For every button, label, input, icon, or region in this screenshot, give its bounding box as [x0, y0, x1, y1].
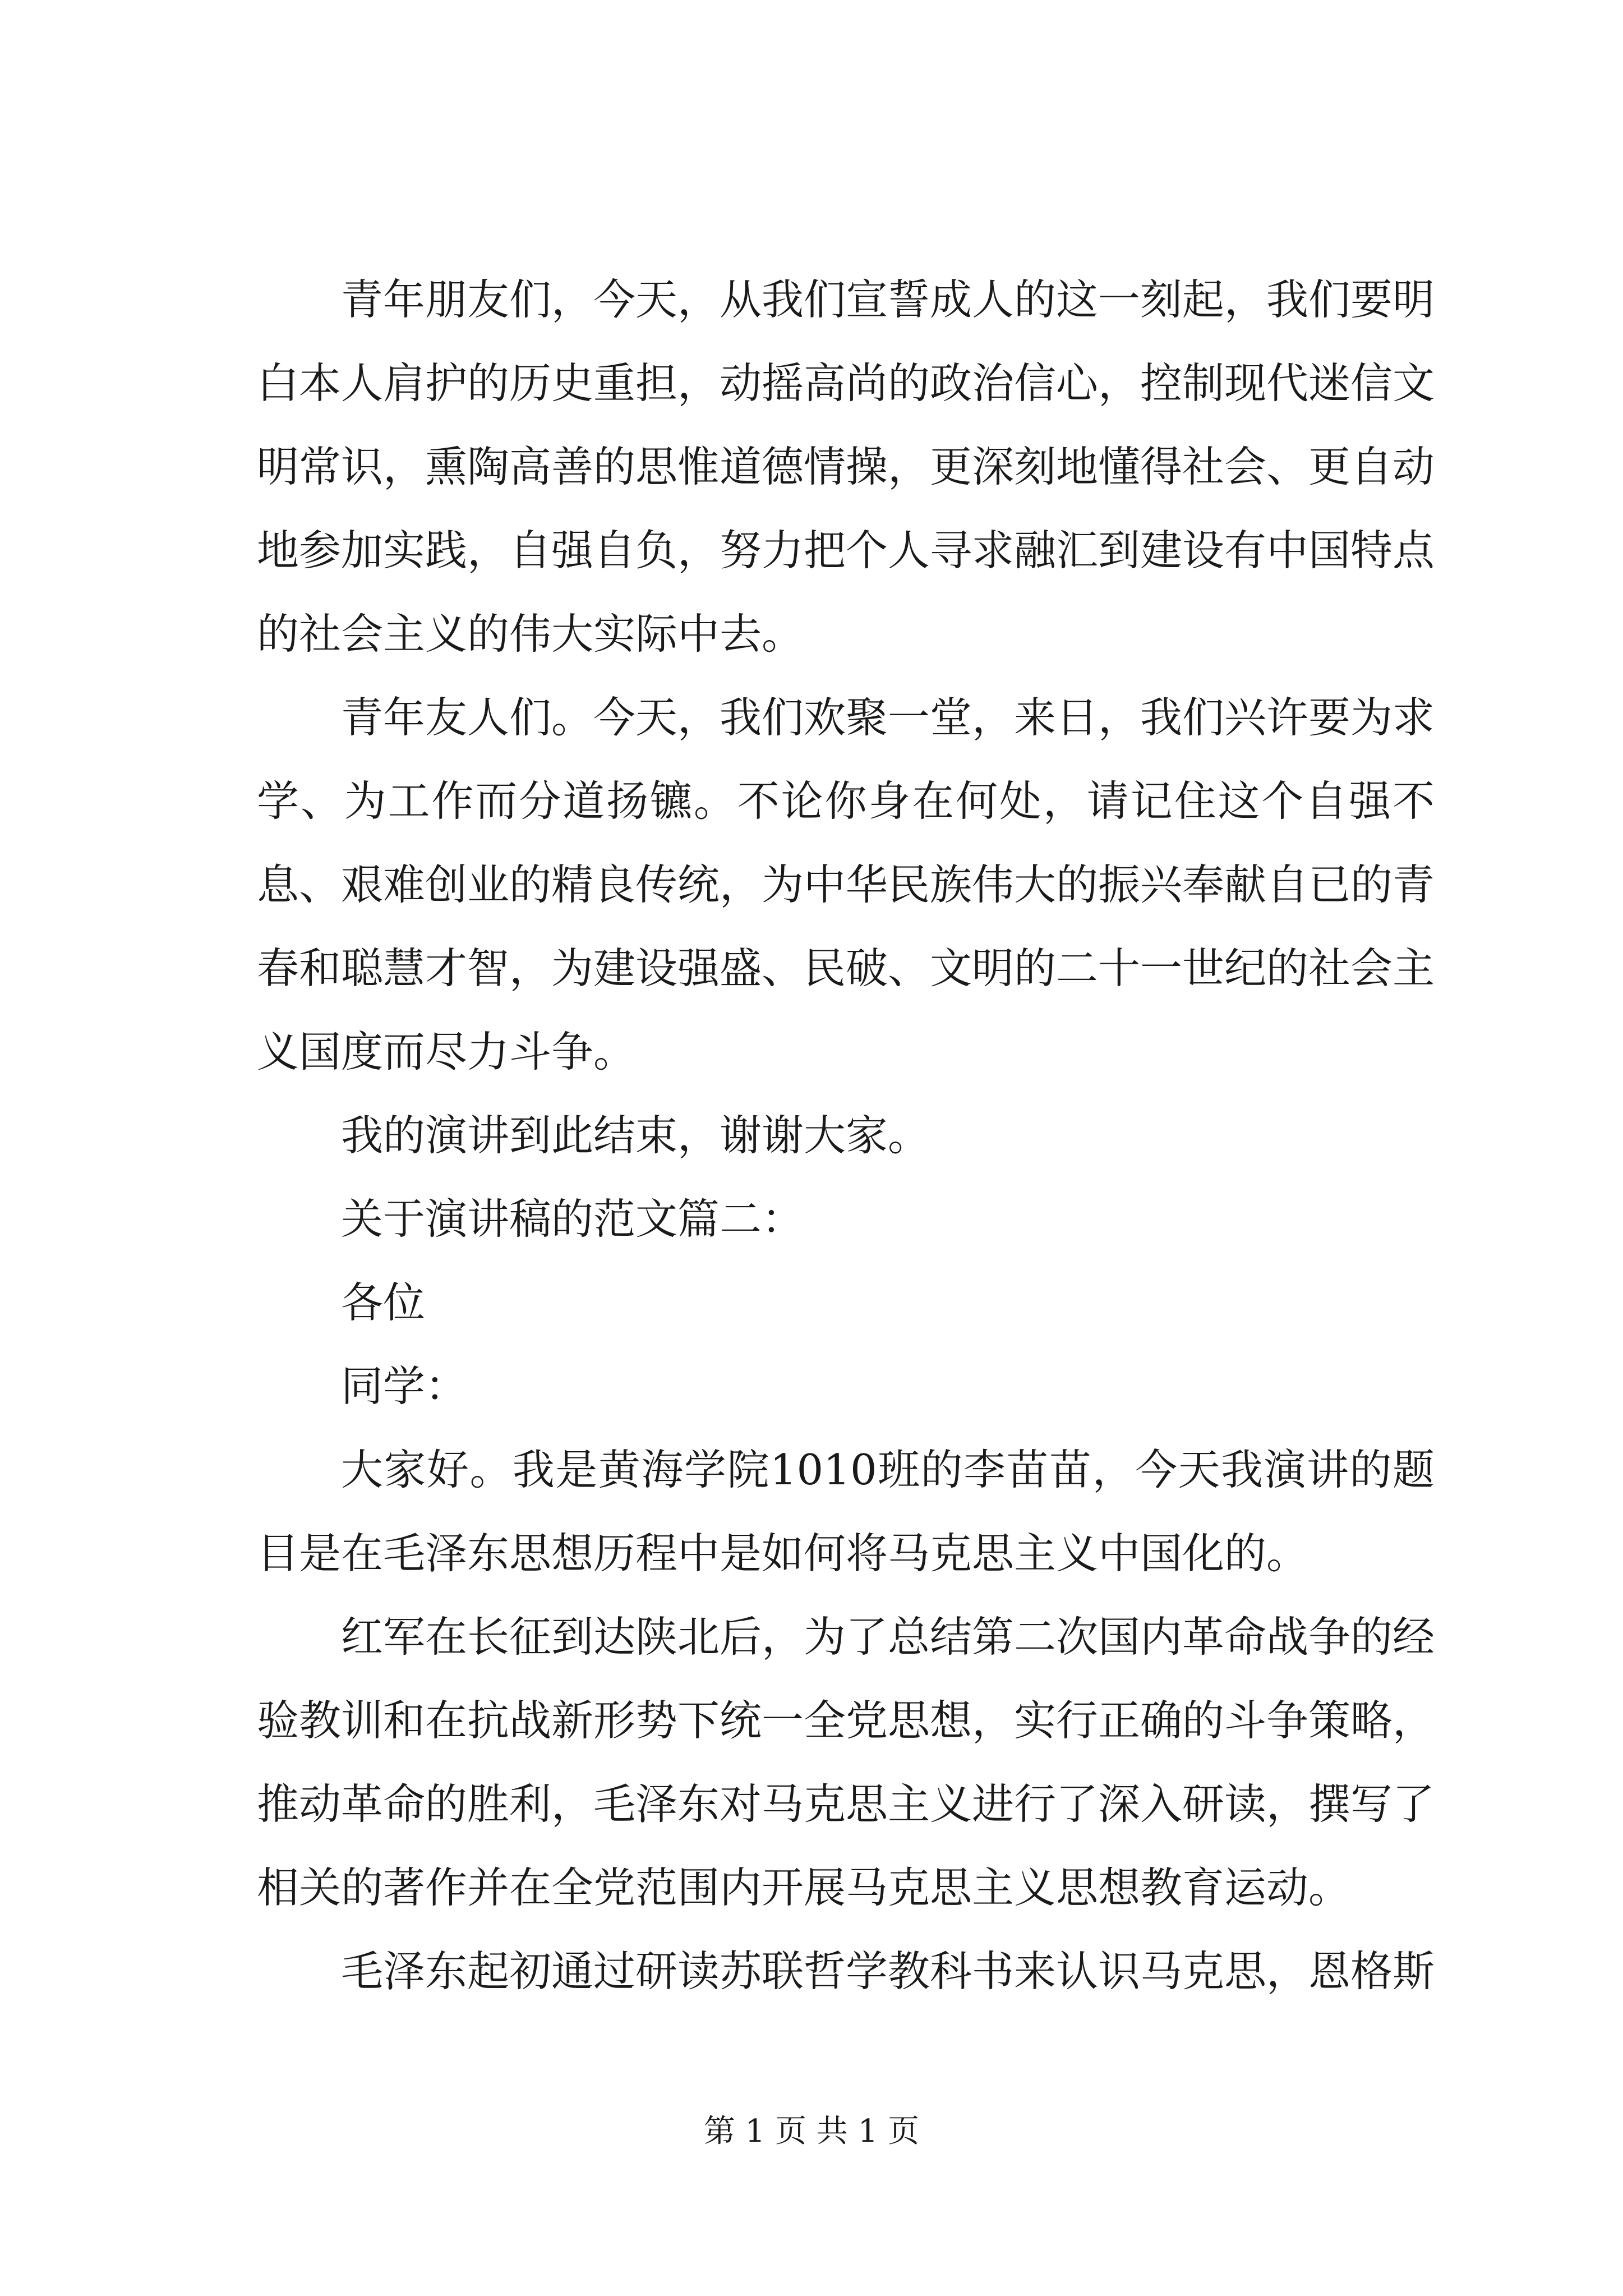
section-heading: 关于演讲稿的范文篇二： — [341, 1194, 804, 1244]
paragraph: 毛泽东起初通过研读苏联哲学教科书来认识马克思，恩格斯 — [341, 1947, 1435, 1996]
paragraph: 大家好。我是黄海学院1010班的李苗苗，今天我演讲的题目是在毛泽东思想历程中是如何将马克思主义中国化的。 — [257, 1445, 1435, 1578]
salutation-line: 各位 — [341, 1278, 426, 1327]
paragraph: 红军在长征到达陕北后，为了总结第二次国内革命战争的经验教训和在抗战新形势下统一全党思想，实行正确的斗争策略，推动革命的胜利，毛泽东对马克思主义进行了深入研读，撰写了相关的著作并在全党范围内开展马克思主义思想教育运动。 — [257, 1612, 1435, 1912]
paragraph: 青年友人们。今天，我们欢聚一堂，来日，我们兴许要为求学、为工作而分道扬镳。不论你身在何处，请记住这个自强不息、艰难创业的精良传统，为中华民族伟大的振兴奉献自已的青春和聪慧才智，为建设强盛、民破、文明的二十一世纪的社会主义国度而尽力斗争。 — [257, 693, 1435, 1076]
page-footer — [0, 2109, 1623, 2154]
page-number: 第 1 页 共 1 页 — [703, 2113, 920, 2150]
salutation-line: 同学： — [341, 1361, 468, 1411]
paragraph: 我的演讲到此结束，谢谢大家。 — [341, 1111, 930, 1160]
document-body — [257, 258, 1435, 2013]
paragraph: 青年朋友们，今天，从我们宣誓成人的这一刻起，我们要明白本人肩护的历史重担，动摇高尚的政治信心，控制现代迷信文明常识，熏陶高善的思惟道德情操，更深刻地懂得社会、更自动地参加实践，自强自负，努力把个人寻求融汇到建设有中国特点的社会主义的伟大实际中去。 — [257, 275, 1435, 659]
